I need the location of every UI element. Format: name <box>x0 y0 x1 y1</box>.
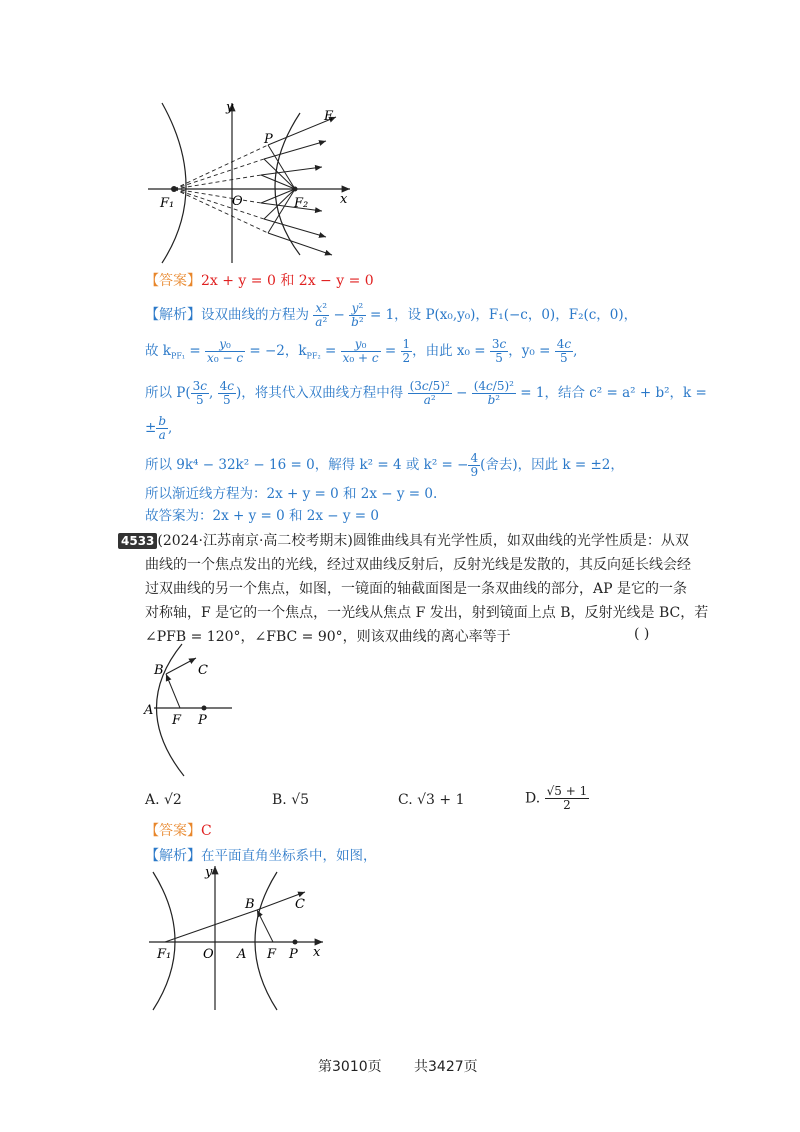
question-number: 4533 <box>118 533 157 549</box>
fig3-p-label: P <box>289 947 298 962</box>
answer-paren: ( ) <box>634 626 650 642</box>
f2-label: F₂ <box>294 196 309 211</box>
page-total: 共3427页 <box>414 1059 478 1075</box>
fig3-origin-label: O <box>203 947 214 962</box>
question-answer-line: 【答案】C <box>145 823 212 839</box>
option-d[interactable]: D. $\frac{√5 + 1}{2}$ <box>525 784 588 812</box>
fig3-y-label: y <box>205 865 213 880</box>
question-answer-value: C <box>201 823 212 839</box>
analysis-label: 【解析】 <box>145 307 201 323</box>
option-a[interactable]: A. √2 <box>145 792 182 808</box>
fig3-c-label: C <box>295 897 305 912</box>
fig3-f1-label: F₁ <box>157 947 172 962</box>
question-line-4: 对称轴，F 是它的一个焦点，一光线从焦点 F 发出，射到镜面上点 B，反射光线是 BC，若 <box>145 605 709 621</box>
origin-label: O <box>232 194 243 209</box>
point-a-label: A <box>144 703 154 718</box>
analysis-line-6: 所以渐近线方程为：2x + y = 0 和 2x − y = 0. <box>145 486 438 502</box>
question-line-5: ∠PFB = 120°，∠FBC = 90°，则该双曲线的离心率等于 <box>145 629 511 645</box>
analysis-line-2: 故 $k_{PF_1}$ = $\frac{\text{y₀}}{\text{x₀ − c}}$ = −2，$k_{PF_2}$ = $\frac{\text{y₀}}{\text{x₀ + c}}$ = $\frac{1}{2}$ ，由此 x₀ = $\frac{3c}{5}$ ，y₀ = $\frac{4c}{5}$ , <box>145 337 578 365</box>
hyperbola-reflection-figure <box>140 95 370 265</box>
fig3-f-label: F <box>267 947 277 962</box>
point-e-label: E <box>324 109 334 124</box>
option-b[interactable]: B. √5 <box>272 792 310 808</box>
point-p-label: P <box>198 713 207 728</box>
analysis-line-5: 所以 9k⁴ − 32k² − 16 = 0，解得 k² = 4 或 k² = − $\frac{4}{9}$ (舍去)，因此 k = ±2， <box>145 451 624 479</box>
prev-answer-line <box>145 270 374 290</box>
fig3-x-label: x <box>313 945 321 960</box>
point-c-label: C <box>198 663 208 678</box>
mirror-figure <box>140 640 240 780</box>
fig3-b-label: B <box>245 897 255 912</box>
coordinate-figure <box>145 862 335 1012</box>
answer-label: 【答案】 <box>145 273 201 289</box>
question-line-1: 4533 (2024·江苏南京·高二校考期末)圆锥曲线具有光学性质，如双曲线的光学性质是：从双 <box>118 530 689 550</box>
question-analysis-line: 【解析】在平面直角坐标系中，如图， <box>145 848 377 864</box>
page-number: 第3010页 <box>318 1059 382 1075</box>
analysis-line-7: 故答案为：2x + y = 0 和 2x − y = 0 <box>145 508 379 524</box>
answer-value: 2x + y = 0 和 2x − y = 0 <box>201 273 374 289</box>
analysis-line-1: 【解析】设双曲线的方程为 $\frac{\text{x²}}{\text{a²}}$ − $\frac{\text{y²}}{\text{b²}}$ = 1，设 P(x₀,y₀)，F₁(−c，0)，F₂(c，0)， <box>145 301 638 329</box>
analysis-line-4: ± $\frac{b}{a}$ , <box>145 414 173 442</box>
point-p-label: P <box>264 132 273 147</box>
f1-label: F₁ <box>160 196 175 211</box>
y-axis-label: y <box>226 100 234 115</box>
fig3-a-label: A <box>237 947 247 962</box>
analysis-line-3: 所以 P( $\frac{3c}{5}$ , $\frac{4c}{5}$ )，将其代入双曲线方程中得 $\frac{\text{(3c/5)²}}{\text{a²}}$ − $\frac{\text{(4c/5)²}}{\text{b²}}$ = 1，结合 c² = a² + b²，k = <box>145 379 707 407</box>
question-line-3: 过双曲线的另一个焦点，如图，一镜面的轴截面图是一条双曲线的部分，AP 是它的一条 <box>145 581 687 597</box>
question-line-2: 曲线的一个焦点发出的光线，经过双曲线反射后，反射光线是发散的，其反向延长线会经 <box>145 557 691 573</box>
point-f-label: F <box>172 713 182 728</box>
option-c[interactable]: C. √3 + 1 <box>398 792 465 808</box>
x-axis-label: x <box>340 192 348 207</box>
point-b-label: B <box>154 663 164 678</box>
